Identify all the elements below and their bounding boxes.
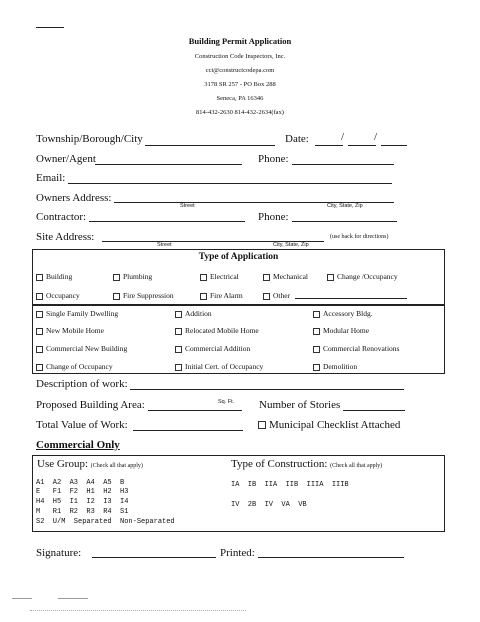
phone-label-1: Phone: xyxy=(258,153,289,165)
area-field[interactable] xyxy=(148,410,242,411)
checkbox-occupancy[interactable] xyxy=(36,293,43,300)
checkbox-municipal-checklist[interactable] xyxy=(258,421,266,429)
checkbox-single-family[interactable] xyxy=(36,311,43,318)
city-hint-2: City, State, Zip xyxy=(273,242,309,248)
bottom-mark-3 xyxy=(30,610,246,611)
contractor-field[interactable] xyxy=(89,221,245,222)
owner-label: Owner/Agent xyxy=(36,153,96,165)
description-field[interactable] xyxy=(130,389,404,390)
option-modular-home[interactable]: Modular Home xyxy=(313,326,369,335)
use-group-row-4[interactable]: M R1 R2 R3 R4 S1 xyxy=(36,508,129,516)
construction-label: Type of Construction: (Check all that apply) xyxy=(231,458,383,470)
other-field[interactable] xyxy=(295,298,407,299)
form-title: Building Permit Application xyxy=(188,36,292,46)
phone-label-2: Phone: xyxy=(258,211,289,223)
checkbox-electrical[interactable] xyxy=(200,274,207,281)
company-email: cci@constructcodepa.com xyxy=(205,67,275,74)
construction-row-2[interactable]: IV 2B IV VA VB xyxy=(231,501,307,509)
date-label: Date: xyxy=(285,133,309,145)
option-fire-alarm[interactable]: Fire Alarm xyxy=(200,291,243,300)
checkbox-commercial-addition[interactable] xyxy=(175,346,182,353)
checkbox-initial-cert[interactable] xyxy=(175,364,182,371)
checkbox-demolition[interactable] xyxy=(313,364,320,371)
company-city: Seneca, PA 16346 xyxy=(216,95,264,102)
option-demolition[interactable]: Demolition xyxy=(313,362,357,371)
application-type-title: Type of Application xyxy=(198,252,279,262)
signature-field[interactable] xyxy=(92,557,216,558)
checkbox-addition[interactable] xyxy=(175,311,182,318)
option-other[interactable]: Other xyxy=(263,291,290,300)
option-plumbing[interactable]: Plumbing xyxy=(113,272,152,281)
option-new-mobile-home[interactable]: New Mobile Home xyxy=(36,326,104,335)
phone-field-1[interactable] xyxy=(292,164,394,165)
bottom-mark-1 xyxy=(12,598,32,599)
option-initial-cert[interactable]: Initial Cert. of Occupancy xyxy=(175,362,263,371)
bottom-mark-2 xyxy=(58,598,88,599)
value-label: Total Value of Work: xyxy=(36,419,128,431)
site-address-label: Site Address: xyxy=(36,231,95,243)
option-commercial-renovations[interactable]: Commercial Renovations xyxy=(313,344,399,353)
signature-label: Signature: xyxy=(36,547,82,559)
option-building[interactable]: Building xyxy=(36,272,72,281)
checkbox-modular-home[interactable] xyxy=(313,328,320,335)
checkbox-commercial-renovations[interactable] xyxy=(313,346,320,353)
option-single-family[interactable]: Single Family Dwelling xyxy=(36,309,118,318)
company-name: Construction Code Inspectors, Inc. xyxy=(194,53,286,60)
option-fire-suppression[interactable]: Fire Suppression xyxy=(113,291,174,300)
company-phone: 814-432-2630 814-432-2634(fax) xyxy=(196,109,284,116)
owners-address-label: Owners Address: xyxy=(36,192,112,204)
use-group-label: Use Group: (Check all that apply) xyxy=(37,458,143,470)
option-accessory-bldg[interactable]: Accessory Bldg. xyxy=(313,309,373,318)
checkbox-relocated-mobile-home[interactable] xyxy=(175,328,182,335)
date-slash-1: / xyxy=(341,131,345,143)
checkbox-fire-alarm[interactable] xyxy=(200,293,207,300)
date-year-field[interactable] xyxy=(381,145,407,146)
email-field[interactable] xyxy=(68,183,392,184)
option-commercial-new-building[interactable]: Commercial New Building xyxy=(36,344,127,353)
checkbox-building[interactable] xyxy=(36,274,43,281)
stories-label: Number of Stories xyxy=(259,399,341,411)
option-relocated-mobile-home[interactable]: Relocated Mobile Home xyxy=(175,326,259,335)
area-label: Proposed Building Area: xyxy=(36,399,145,411)
checkbox-other[interactable] xyxy=(263,293,270,300)
option-change-occupancy[interactable]: Change /Occupancy xyxy=(327,272,398,281)
date-month-field[interactable] xyxy=(315,145,343,146)
email-label: Email: xyxy=(36,172,66,184)
checkbox-fire-suppression[interactable] xyxy=(113,293,120,300)
checkbox-commercial-new-building[interactable] xyxy=(36,346,43,353)
value-field[interactable] xyxy=(133,430,243,431)
option-electrical[interactable]: Electrical xyxy=(200,272,239,281)
option-commercial-addition[interactable]: Commercial Addition xyxy=(175,344,250,353)
street-hint-2: Street xyxy=(157,242,172,248)
option-mechanical[interactable]: Mechanical xyxy=(263,272,308,281)
township-field[interactable] xyxy=(145,145,275,146)
checkbox-plumbing[interactable] xyxy=(113,274,120,281)
option-addition[interactable]: Addition xyxy=(175,309,212,318)
township-label: Township/Borough/City xyxy=(36,133,143,145)
checkbox-change-occupancy[interactable] xyxy=(327,274,334,281)
top-mark xyxy=(36,27,64,28)
checkbox-mechanical[interactable] xyxy=(263,274,270,281)
use-group-row-2[interactable]: E F1 F2 H1 H2 H3 xyxy=(36,488,129,496)
commercial-heading: Commercial Only xyxy=(36,439,120,451)
construction-row-1[interactable]: IA IB IIA IIB IIIA IIIB xyxy=(231,481,349,489)
company-address: 3178 SR 257 - PO Box 288 xyxy=(204,81,276,88)
checkbox-accessory-bldg[interactable] xyxy=(313,311,320,318)
date-slash-2: / xyxy=(374,131,378,143)
city-hint-1: City, State, Zip xyxy=(327,203,363,209)
description-label: Description of work: xyxy=(36,378,128,390)
use-group-row-1[interactable]: A1 A2 A3 A4 A5 B xyxy=(36,479,125,487)
owner-field[interactable] xyxy=(95,164,242,165)
use-group-row-3[interactable]: H4 H5 I1 I2 I3 I4 xyxy=(36,498,129,506)
phone-field-2[interactable] xyxy=(292,221,397,222)
printed-field[interactable] xyxy=(258,557,404,558)
back-note: (use back for directions) xyxy=(330,234,389,240)
printed-label: Printed: xyxy=(220,547,255,559)
stories-field[interactable] xyxy=(343,410,405,411)
option-change-of-occupancy[interactable]: Change of Occupancy xyxy=(36,362,113,371)
sqft-label: Sq. Ft. xyxy=(218,399,235,405)
checklist-option[interactable]: Municipal Checklist Attached xyxy=(258,419,400,431)
contractor-label: Contractor: xyxy=(36,211,87,223)
checkbox-change-of-occupancy[interactable] xyxy=(36,364,43,371)
checkbox-new-mobile-home[interactable] xyxy=(36,328,43,335)
street-hint-1: Street xyxy=(180,203,195,209)
date-day-field[interactable] xyxy=(348,145,376,146)
use-group-row-5[interactable]: S2 U/M Separated Non-Separated xyxy=(36,518,175,526)
option-occupancy[interactable]: Occupancy xyxy=(36,291,80,300)
